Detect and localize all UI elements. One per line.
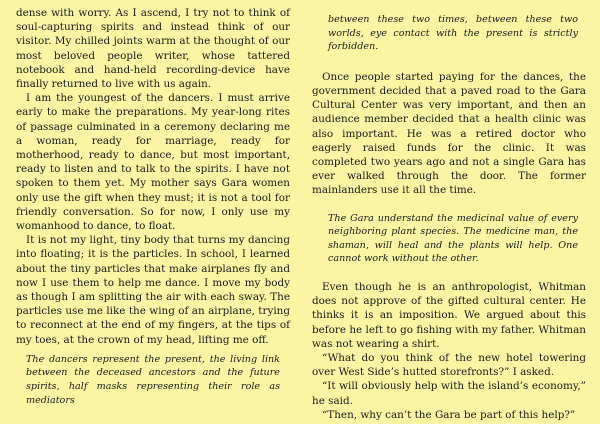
right-paragraph-2: Even though he is an anthropologist, Whitman does not approve of the gifted cultural center. He thinks it is an imposition. We argued about this before he left to go fishing with my father. Whitman was not wearing a shirt. [312,280,586,350]
left-paragraph-1: dense with worry. As I ascend, I try not to think of soul-capturing spirits and instead think of our visitor. My chilled joints warm at the thought of our most beloved people writer, whose tattered notebook and hand-held recording-device have finally returned to live with us again. [16,7,290,91]
right-quote-2: The Gara understand the medicinal value of every neighboring plant species. The medicine man, the shaman, will heal and the plants will help. One cannot work without the other. [328,212,578,265]
dialogue-line-2: “It will obviously help with the island’s economy,” he said. [312,380,586,407]
dialogue-line-3: “Then, why can’t the Gara be part of this help?” [322,408,576,421]
dialogue-line-1: “What do you think of the new hotel towering over West Side’s hutted storefronts?” I asked. [312,352,586,379]
left-quote: The dancers represent the present, the living link between the deceased ancestors and the future spirits, half masks representing their role as mediators [26,353,280,406]
left-paragraph-3: It is not my light, tiny body that turns my dancing into floating; it is the particles. In school, I learned about the tiny particles that make airplanes fly and now I use them to help me dance. I move my body as though I am splitting the air with each sway. The particles use me like the wing of an airplane, trying to reconnect at the end of my fingers, at the tips of my toes, at the crown of my head, lifting me off. [16,234,290,346]
right-quote-continued: between these two times, between these two worlds, eye contact with the present is strictly forbidden. [328,14,578,53]
right-paragraph-1: Once people started paying for the dances, the government decided that a paved road to the Gara Cultural Center was very important, and then an audience member decided that a health clinic was also important. He was a retired doctor who eagerly raised funds for the clinic. It was completed two years ago and not a single Gara has ever walked through the door. The former mainlanders use it all the time. [312,70,586,197]
left-paragraph-2: I am the youngest of the dancers. I must arrive early to make the preparations. My year-long rites of passage culminated in a ceremony declaring me a woman, ready for marriage, ready for motherhood, ready to dance, but most important, ready to listen and to talk to the spirits. I have not spoken to them yet. My mother says Gara women only use the gift when they must; it is not a tool for friendly conversation. So for now, I only use my womanhood to dance, to float. [16,92,290,233]
right-page [300,0,600,424]
spacer [312,54,586,70]
